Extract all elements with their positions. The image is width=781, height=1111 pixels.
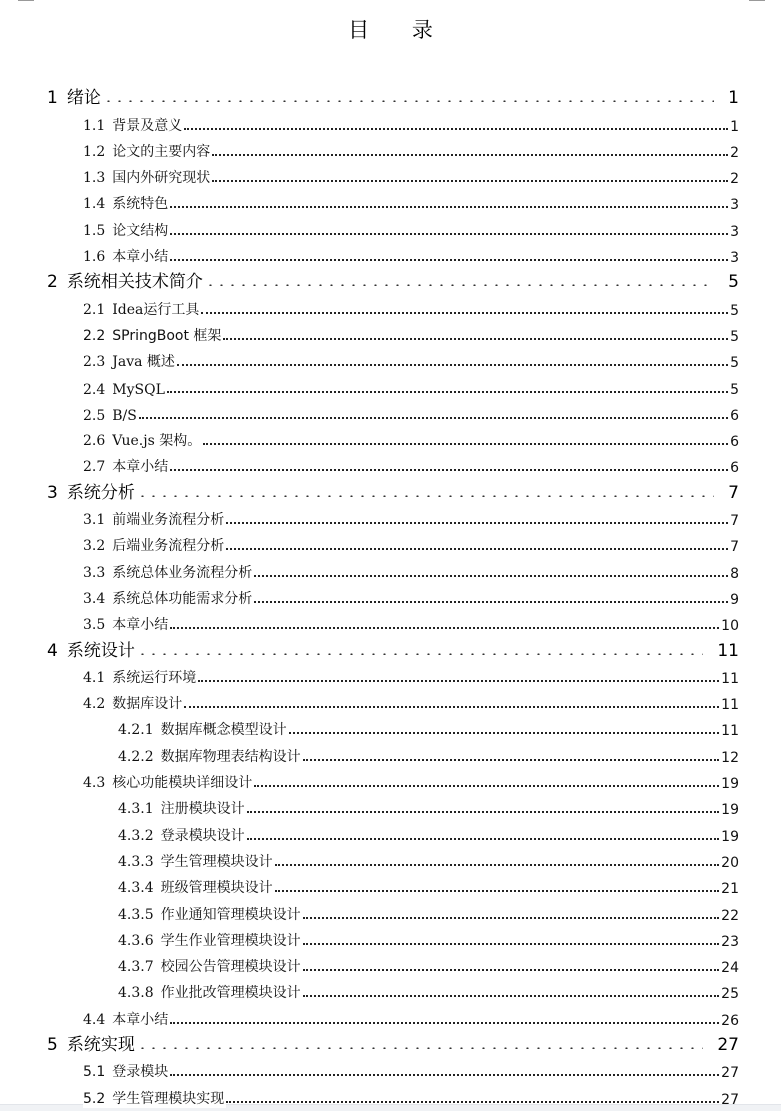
toc-page-number: 19: [721, 776, 739, 793]
dot-leader: [203, 443, 728, 445]
toc-entry-text: 绪论: [66, 88, 101, 109]
toc-page-number: 3: [730, 223, 739, 240]
toc-entry-text: 数据库设计: [112, 696, 183, 713]
dot-leader: [212, 180, 728, 182]
toc-entry-number: 3.1: [83, 512, 106, 529]
dot-leader: [289, 732, 720, 734]
dot-leader: [205, 284, 714, 286]
toc-entry-label: [83, 299, 201, 319]
toc-entry-text: Vue.js 架构。: [112, 433, 202, 450]
toc-entry[interactable]: [0, 187, 781, 213]
dot-leader: [275, 890, 720, 892]
dot-leader: [170, 1074, 719, 1076]
toc-entry-text: 系统相关技术简介: [66, 272, 203, 293]
dot-leader: [254, 785, 719, 787]
dot-leader: [170, 259, 728, 261]
toc-entry-label: [83, 220, 170, 240]
toc-entry-label: [118, 982, 303, 1002]
dot-leader: [254, 601, 728, 603]
toc-entry[interactable]: [0, 1002, 781, 1028]
toc-entry-text: 校园公告管理模块设计: [160, 959, 301, 976]
toc-entry[interactable]: [0, 450, 781, 476]
toc-entry-text: 学生管理模块设计: [160, 853, 273, 870]
toc-page-number: 5: [730, 355, 739, 372]
toc-page-number: 5: [730, 328, 739, 345]
toc-entry-number: 2.7: [83, 459, 106, 476]
toc-page-number: 27: [717, 1034, 739, 1055]
toc-entry-text: 本章小结: [112, 249, 169, 266]
toc-entry[interactable]: [0, 503, 781, 529]
toc-entry-text: 注册模块设计: [160, 801, 245, 818]
toc-entry[interactable]: [0, 845, 781, 871]
toc-entry-label: [83, 562, 254, 582]
toc-page-number: 1: [730, 118, 739, 135]
toc-entry-text: 系统设计: [66, 640, 135, 661]
toc-entry-number: 4.3.2: [118, 827, 154, 844]
dot-leader: [198, 680, 719, 682]
toc-entry-text: 论文结构: [112, 222, 169, 239]
toc-entry-label: [47, 636, 137, 661]
toc-entry[interactable]: [0, 319, 781, 345]
toc-entry-label: [83, 351, 177, 371]
toc-entry-text: 学生管理模块实现: [112, 1090, 225, 1107]
toc-entry-label: [83, 1088, 226, 1108]
toc-page-number: 2: [730, 171, 739, 188]
toc-page-number: 11: [717, 640, 739, 661]
toc-page-number: 19: [721, 802, 739, 819]
toc-entry-number: 4.3.5: [118, 906, 154, 923]
toc-page-number: 11: [721, 723, 739, 740]
toc-entry-label: [118, 851, 275, 871]
toc-entry[interactable]: [0, 634, 781, 660]
toc-page-number: 5: [730, 302, 739, 319]
dot-leader: [226, 522, 728, 524]
toc-entry-number: 2.2: [83, 327, 106, 344]
toc-entry-text: B/S: [112, 407, 137, 424]
toc-entry[interactable]: [0, 1029, 781, 1055]
toc-page-number: 6: [730, 434, 739, 451]
toc-entry-text: 背景及意义: [112, 117, 183, 134]
toc-entry[interactable]: [0, 582, 781, 608]
toc-entry-number: 1.6: [83, 249, 106, 266]
toc-page-number: 10: [721, 618, 739, 635]
dot-leader: [303, 995, 720, 997]
toc-entry-number: 2.1: [83, 301, 106, 318]
toc-entry[interactable]: [0, 240, 781, 266]
toc-entry[interactable]: [0, 424, 781, 450]
table-of-contents: [0, 82, 781, 1108]
toc-entry-label: [47, 267, 205, 292]
toc-entry-text: 登录模块设计: [160, 827, 245, 844]
toc-entry-number: 1.4: [83, 196, 106, 213]
toc-entry-number: 4.3.1: [118, 801, 154, 818]
toc-entry-label: [83, 167, 212, 187]
toc-entry-text: 登录模块: [112, 1064, 169, 1081]
dot-leader: [170, 1022, 719, 1024]
toc-entry-text: 班级管理模块设计: [160, 880, 273, 897]
dot-leader: [303, 969, 720, 971]
toc-page-number: 7: [730, 539, 739, 556]
dot-leader: [137, 1047, 704, 1049]
toc-page-number: 12: [721, 749, 739, 766]
toc-entry[interactable]: [0, 266, 781, 292]
toc-page-number: 19: [721, 828, 739, 845]
toc-entry[interactable]: [0, 371, 781, 397]
dot-leader: [226, 548, 728, 550]
toc-entry-number: 4.3.8: [118, 985, 154, 1002]
toc-entry-label: [118, 930, 303, 950]
toc-entry[interactable]: [0, 766, 781, 792]
toc-entry-text: 论文的主要内容: [112, 143, 211, 160]
toc-entry-label: [83, 1061, 170, 1081]
toc-entry-label: [83, 115, 184, 135]
toc-entry-text: 系统特色: [112, 196, 169, 213]
toc-entry-number: 4.3.7: [118, 959, 154, 976]
toc-page-number: 2: [730, 144, 739, 161]
toc-entry-label: [47, 478, 137, 503]
dot-leader: [137, 495, 714, 497]
dot-leader: [170, 233, 728, 235]
toc-entry-number: 2: [47, 272, 58, 293]
toc-entry-number: 5.2: [83, 1090, 106, 1107]
toc-page-number: 22: [721, 907, 739, 924]
dot-leader: [254, 575, 728, 577]
toc-page-number: 24: [721, 960, 739, 977]
toc-entry-number: 1: [47, 88, 58, 109]
dot-leader: [167, 391, 728, 393]
toc-entry-label: [83, 614, 170, 634]
toc-entry-label: [83, 193, 170, 213]
dot-leader: [275, 864, 720, 866]
dot-leader: [223, 338, 728, 340]
toc-entry-label: [83, 382, 167, 398]
toc-page-number: 23: [721, 933, 739, 950]
toc-entry-label: [83, 667, 198, 687]
toc-page-number: 21: [721, 881, 739, 898]
toc-entry-label: [118, 798, 247, 818]
toc-page-number: 7: [728, 482, 739, 503]
toc-entry-text: 本章小结: [112, 1011, 169, 1028]
toc-page-number: 20: [721, 854, 739, 871]
toc-entry[interactable]: [0, 661, 781, 687]
page-title: 目 录: [348, 18, 451, 42]
toc-entry-number: 1.3: [83, 170, 106, 187]
dot-leader: [303, 917, 720, 919]
toc-entry-number: 5: [47, 1034, 58, 1055]
toc-page-number: 8: [730, 565, 739, 582]
toc-page-number: 26: [721, 1012, 739, 1029]
toc-entry-text: SPringBoot 框架: [112, 327, 222, 344]
toc-entry-label: [83, 772, 254, 792]
toc-entry-label: [118, 825, 247, 845]
toc-page-number: 5: [728, 272, 739, 293]
toc-entry-text: 学生作业管理模块设计: [160, 932, 301, 949]
toc-entry-label: [47, 83, 103, 108]
dot-leader: [247, 838, 720, 840]
dot-leader: [226, 1101, 719, 1103]
toc-entry[interactable]: [0, 82, 781, 108]
toc-entry-text: 数据库物理表结构设计: [160, 748, 301, 765]
toc-entry-number: 1.5: [83, 222, 106, 239]
toc-entry-text: 作业通知管理模块设计: [160, 906, 301, 923]
toc-entry[interactable]: [0, 818, 781, 844]
toc-entry-label: [83, 430, 203, 450]
toc-entry[interactable]: [0, 608, 781, 634]
toc-entry-text: 作业批改管理模块设计: [160, 985, 301, 1002]
toc-entry-label: [83, 408, 139, 424]
toc-entry-label: [118, 877, 275, 897]
toc-entry-text: 数据库概念模型设计: [160, 722, 287, 739]
toc-entry-text: Idea运行工具: [112, 301, 200, 318]
dot-leader: [170, 627, 719, 629]
page-corner-mark-right: [749, 0, 765, 1]
toc-page-number: 27: [721, 1091, 739, 1108]
toc-entry-text: 本章小结: [112, 617, 169, 634]
toc-entry[interactable]: [0, 135, 781, 161]
toc-entry-text: 系统分析: [66, 482, 135, 503]
toc-entry-text: 前端业务流程分析: [112, 512, 225, 529]
toc-entry[interactable]: [0, 345, 781, 371]
toc-page-number: 1: [728, 88, 739, 109]
toc-entry-number: 2.5: [83, 407, 106, 424]
toc-entry-number: 4.2: [83, 696, 106, 713]
dot-leader: [139, 417, 728, 419]
toc-page-number: 3: [730, 250, 739, 267]
toc-entry[interactable]: [0, 529, 781, 555]
toc-entry-number: 4.3.3: [118, 853, 154, 870]
toc-entry[interactable]: [0, 687, 781, 713]
toc-entry[interactable]: [0, 950, 781, 976]
toc-entry[interactable]: [0, 292, 781, 318]
toc-entry[interactable]: [0, 871, 781, 897]
toc-entry-text: 本章小结: [112, 459, 169, 476]
toc-entry-label: [118, 904, 303, 924]
toc-entry-number: 4.3.4: [118, 880, 154, 897]
toc-entry-number: 3.4: [83, 590, 106, 607]
toc-entry-text: 系统总体功能需求分析: [112, 590, 253, 607]
toc-entry[interactable]: [0, 476, 781, 502]
toc-entry-label: [83, 535, 226, 555]
toc-entry-text: Java 概述: [112, 354, 175, 371]
toc-entry-number: 4: [47, 640, 58, 661]
toc-entry[interactable]: [0, 792, 781, 818]
toc-entry-text: 系统总体业务流程分析: [112, 564, 253, 581]
toc-entry-number: 2.3: [83, 354, 106, 371]
toc-entry-number: 4.1: [83, 669, 106, 686]
toc-entry-number: 3.5: [83, 617, 106, 634]
toc-entry-number: 4.2.2: [118, 748, 154, 765]
toc-page-number: 9: [730, 591, 739, 608]
toc-entry-number: 2.4: [83, 381, 106, 398]
toc-entry-label: [83, 588, 254, 608]
toc-entry-text: 后端业务流程分析: [112, 538, 225, 555]
toc-page-number: 11: [721, 697, 739, 714]
dot-leader: [247, 811, 720, 813]
dot-leader: [201, 312, 728, 314]
dot-leader: [170, 469, 728, 471]
page-corner-mark-left: [18, 0, 34, 1]
dot-leader: [184, 128, 728, 130]
toc-page-number: 6: [730, 460, 739, 477]
toc-entry-number: 2.6: [83, 433, 106, 450]
dot-leader: [212, 154, 728, 156]
toc-page-number: 25: [721, 986, 739, 1003]
toc-entry[interactable]: [0, 108, 781, 134]
toc-entry[interactable]: [0, 976, 781, 1002]
toc-entry-number: 4.4: [83, 1011, 106, 1028]
toc-entry[interactable]: [0, 161, 781, 187]
dot-leader: [137, 653, 704, 655]
toc-page-number: 3: [730, 197, 739, 214]
toc-entry-text: 核心功能模块详细设计: [112, 775, 253, 792]
toc-page-number: 11: [721, 670, 739, 687]
toc-entry-number: 5.1: [83, 1064, 106, 1081]
toc-entry-text: 系统运行环境: [112, 669, 197, 686]
toc-entry-label: [118, 719, 289, 739]
dot-leader: [103, 100, 714, 102]
toc-entry[interactable]: [0, 924, 781, 950]
toc-entry[interactable]: [0, 1055, 781, 1081]
toc-entry-label: [83, 509, 226, 529]
toc-entry-label: [47, 1030, 137, 1055]
toc-entry-number: 4.3: [83, 775, 106, 792]
toc-entry-label: [83, 693, 184, 713]
toc-page-number: 7: [730, 513, 739, 530]
toc-entry[interactable]: [0, 555, 781, 581]
toc-entry[interactable]: [0, 398, 781, 424]
toc-entry-number: 3: [47, 482, 58, 503]
toc-entry-text: 系统实现: [66, 1034, 135, 1055]
toc-entry[interactable]: [0, 213, 781, 239]
dot-leader: [177, 364, 728, 366]
toc-page-number: 5: [730, 381, 739, 398]
toc-page-number: 27: [721, 1065, 739, 1082]
toc-page-number: 6: [730, 407, 739, 424]
toc-entry-label: [83, 1009, 170, 1029]
toc-entry-label: [83, 325, 223, 345]
toc-entry-label: [118, 746, 303, 766]
toc-entry-number: 1.1: [83, 117, 106, 134]
toc-entry[interactable]: [0, 897, 781, 923]
toc-entry[interactable]: [0, 739, 781, 765]
toc-entry-number: 3.3: [83, 564, 106, 581]
dot-leader: [303, 943, 720, 945]
dot-leader: [184, 706, 719, 708]
toc-entry-label: [83, 141, 212, 161]
toc-entry-text: 国内外研究现状: [112, 170, 211, 187]
toc-entry-text: MySQL: [112, 381, 165, 398]
dot-leader: [303, 759, 720, 761]
toc-entry-number: 4.3.6: [118, 932, 154, 949]
toc-entry-label: [83, 456, 170, 476]
toc-entry-number: 3.2: [83, 538, 106, 555]
toc-entry-number: 4.2.1: [118, 722, 154, 739]
toc-entry[interactable]: [0, 713, 781, 739]
toc-entry-label: [83, 246, 170, 266]
toc-entry-label: [118, 956, 303, 976]
dot-leader: [170, 206, 728, 208]
toc-entry-number: 1.2: [83, 143, 106, 160]
